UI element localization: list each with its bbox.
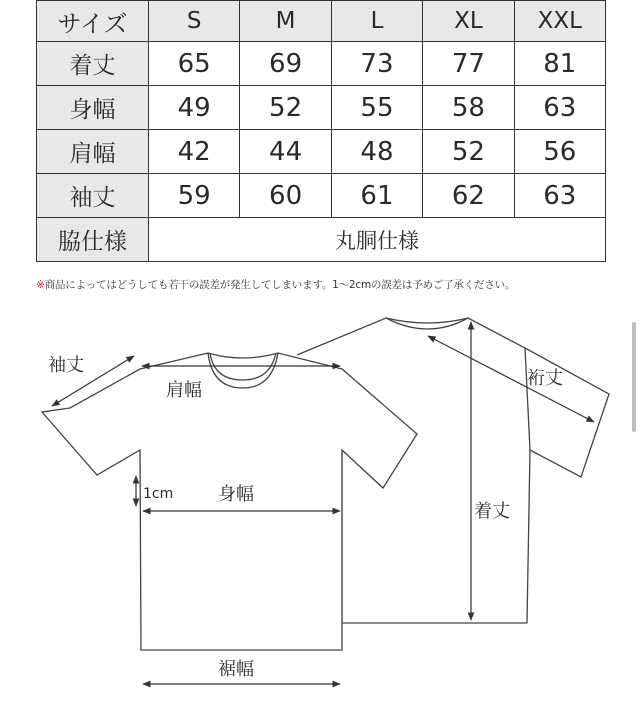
size-header-label: サイズ — [37, 1, 149, 42]
table-cell: 58 — [423, 86, 514, 130]
table-cell: 55 — [331, 86, 422, 130]
disclaimer-note — [36, 277, 515, 292]
size-col-l: L — [331, 1, 422, 42]
table-cell: 60 — [240, 174, 331, 218]
table-cell: 63 — [514, 174, 605, 218]
table-cell: 77 — [423, 42, 514, 86]
table-cell: 73 — [331, 42, 422, 86]
row-label: 身幅 — [37, 86, 149, 130]
tshirt-diagram — [0, 300, 640, 706]
table-cell: 81 — [514, 42, 605, 86]
yuki-arrow — [428, 336, 594, 422]
label-sleeve-length: 袖丈 — [48, 355, 84, 376]
table-row-shoulder — [37, 130, 606, 174]
table-cell: 62 — [423, 174, 514, 218]
table-cell: 69 — [240, 42, 331, 86]
table-cell: 48 — [331, 130, 422, 174]
row-label: 袖丈 — [37, 174, 149, 218]
size-col-m: M — [240, 1, 331, 42]
label-shoulder-width: 肩幅 — [166, 380, 202, 401]
row-label: 肩幅 — [37, 130, 149, 174]
table-cell: 44 — [240, 130, 331, 174]
table-row-body-width — [37, 86, 606, 130]
table-row-sleeve — [37, 174, 606, 218]
table-cell: 56 — [514, 130, 605, 174]
label-hem-width: 裾幅 — [218, 659, 254, 680]
table-cell: 42 — [149, 130, 240, 174]
row-label: 着丈 — [37, 42, 149, 86]
table-cell: 65 — [149, 42, 240, 86]
row-label: 脇仕様 — [37, 218, 149, 262]
table-row-length — [37, 42, 606, 86]
table-cell: 52 — [423, 130, 514, 174]
table-cell: 52 — [240, 86, 331, 130]
back-shirt-outline — [297, 318, 609, 623]
table-cell: 61 — [331, 174, 422, 218]
label-yuki-length: 裄丈 — [527, 368, 563, 389]
page-scrollbar[interactable] — [632, 322, 636, 432]
label-body-width: 身幅 — [218, 484, 254, 505]
size-col-s: S — [149, 1, 240, 42]
table-cell: 63 — [514, 86, 605, 130]
table-cell: 49 — [149, 86, 240, 130]
size-table — [36, 0, 606, 262]
side-spec-value: 丸胴仕様 — [149, 218, 606, 262]
size-col-xl: XL — [423, 1, 514, 42]
label-offset: 1cm — [143, 486, 174, 502]
note-mark: ※ — [36, 279, 45, 291]
size-header-row — [37, 1, 606, 42]
label-total-length: 着丈 — [474, 501, 510, 522]
table-row-side — [37, 218, 606, 262]
table-cell: 59 — [149, 174, 240, 218]
size-col-xxl: XXL — [514, 1, 605, 42]
note-text: 商品によってはどうしても若干の誤差が発生してしまいます。1〜2cmの誤差は予めご了承ください。 — [44, 279, 516, 291]
